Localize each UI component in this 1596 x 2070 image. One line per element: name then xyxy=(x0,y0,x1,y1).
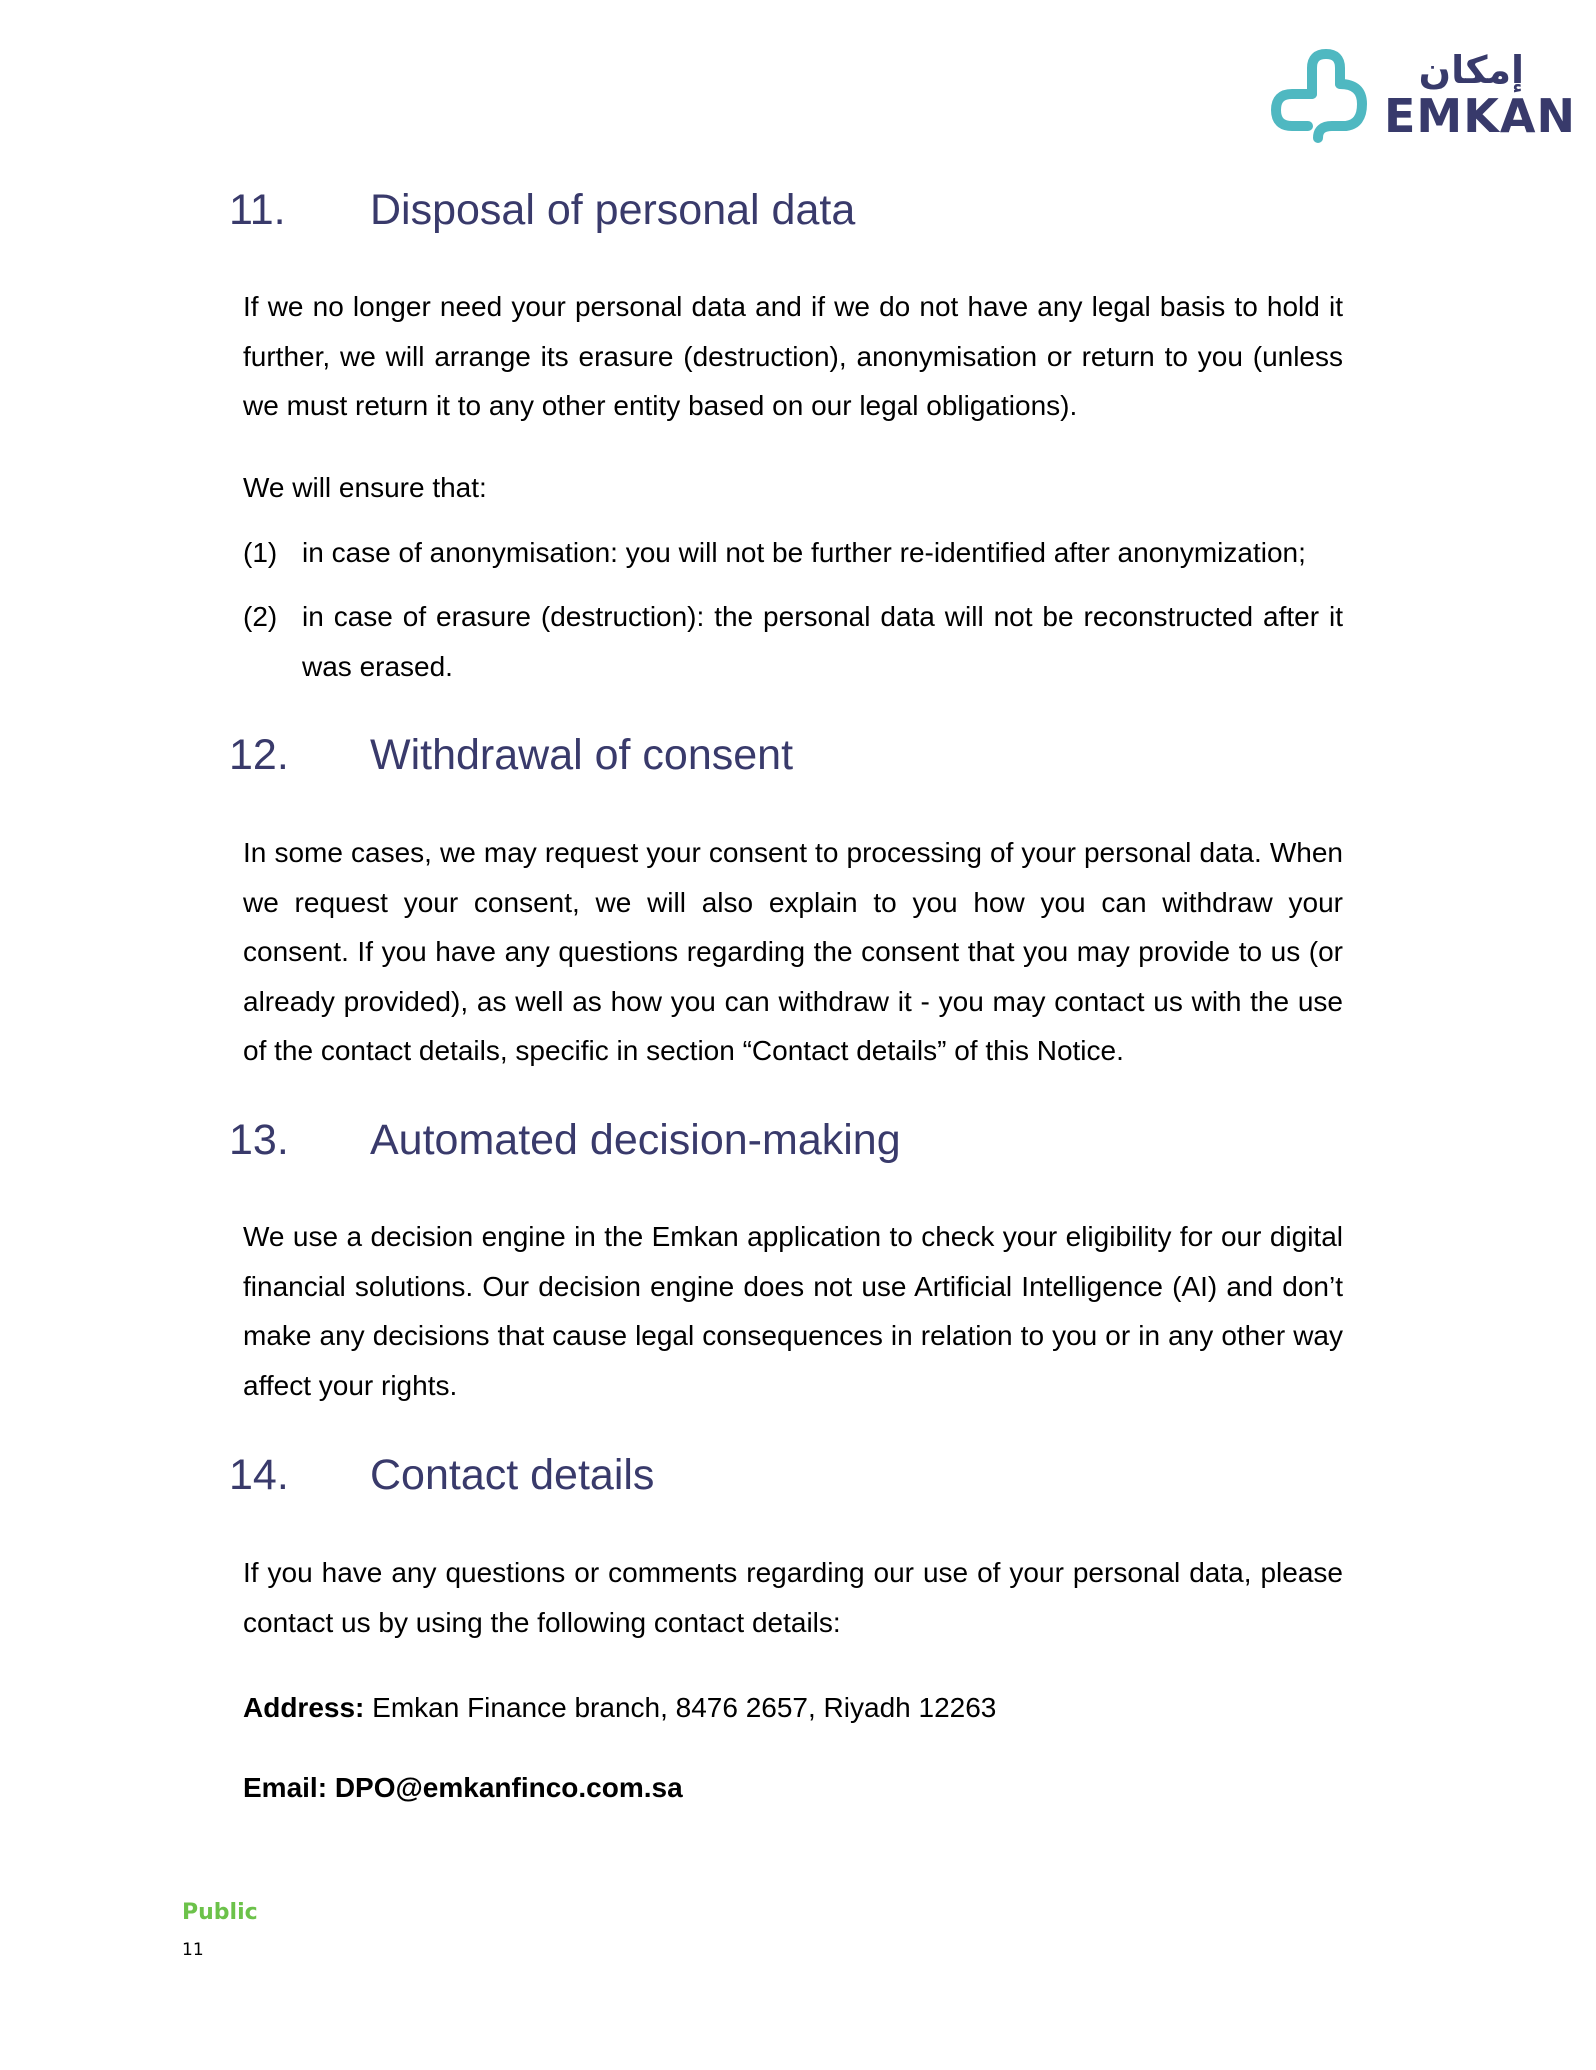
logo-arabic-text: إمكان xyxy=(1418,48,1524,92)
email-link[interactable]: DPO@emkanfinco.com.sa xyxy=(334,1772,683,1803)
classification-label: Public xyxy=(182,1900,258,1925)
address-value: Emkan Finance branch, 8476 2657, Riyadh 12263 xyxy=(372,1692,997,1723)
section-title: Contact details xyxy=(370,1451,655,1499)
field-label: Email: xyxy=(243,1772,328,1803)
list-item-text: in case of anonymisation: you will not be further re-identified after anonymization; xyxy=(302,537,1306,568)
contact-address xyxy=(243,1688,996,1728)
section-number: 13. xyxy=(229,1116,289,1164)
section-paragraph: We use a decision engine in the Emkan application to check your eligibility for our digital financial solutions. Our decision engine does not use Artificial Intelligence (AI) and don’t make any decisions that cause legal consequences in relation to you or in any other way affect your rights. xyxy=(243,1221,1343,1401)
section-number: 12. xyxy=(229,731,289,779)
list-marker: (2) xyxy=(243,601,278,632)
field-label: Address: xyxy=(243,1692,365,1723)
section-number: 14. xyxy=(229,1451,289,1499)
section-paragraph: If you have any questions or comments regarding our use of your personal data, please contact us by using the following contact details: xyxy=(243,1557,1343,1638)
section-paragraph: If we no longer need your personal data and if we do not have any legal basis to hold it further, we will arrange its erasure (destruction), anonymisation or return to you (unless we must return it to any other entity based on our legal obligations). xyxy=(243,291,1343,421)
section-title: Disposal of personal data xyxy=(370,186,856,234)
section-title: Automated decision-making xyxy=(370,1116,901,1164)
page-number: 11 xyxy=(182,1940,204,1960)
emkan-logo-mark-icon xyxy=(1268,48,1378,148)
emkan-logo xyxy=(1268,48,1576,148)
logo-wordmark: EMKAN xyxy=(1384,89,1576,143)
section-paragraph: In some cases, we may request your consent to processing of your personal data. When we request your consent, we will also explain to you how you can withdraw your consent. If you have any questions regarding the consent that you may provide to us (or already provided), as well as how you can withdraw it - you may contact us with the use of the contact details, specific in section “Contact details” of this Notice. xyxy=(243,837,1343,1066)
list-marker: (1) xyxy=(243,537,278,568)
list-item-text: in case of erasure (destruction): the personal data will not be reconstructed after it was erased. xyxy=(302,601,1343,682)
contact-email xyxy=(243,1768,683,1808)
section-paragraph: We will ensure that: xyxy=(243,472,487,503)
section-title: Withdrawal of consent xyxy=(370,731,794,779)
section-number: 11. xyxy=(229,186,286,234)
